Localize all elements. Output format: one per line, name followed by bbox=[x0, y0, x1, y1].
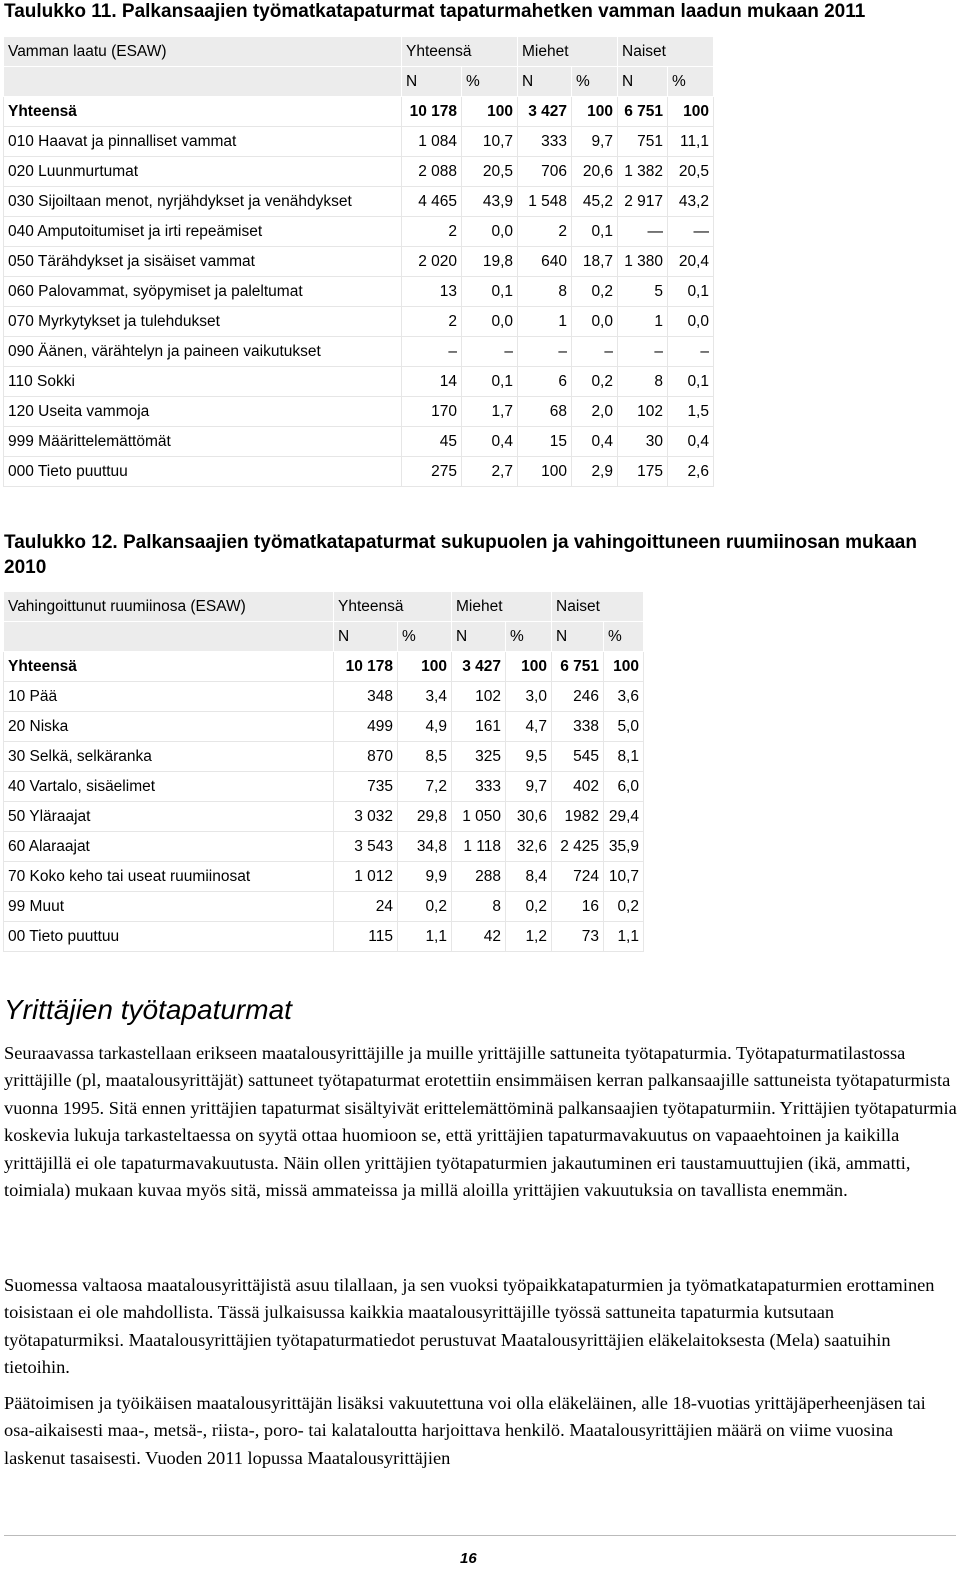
footer-divider bbox=[4, 1535, 956, 1536]
table-cell: 1,7 bbox=[462, 397, 518, 427]
table-cell: – bbox=[618, 337, 668, 367]
column-header-label: Vamman laatu (ESAW) bbox=[4, 37, 402, 67]
table-cell: 3 427 bbox=[452, 652, 506, 682]
table-row bbox=[4, 892, 644, 922]
table-cell: 20,5 bbox=[462, 157, 518, 187]
table-cell: — bbox=[668, 217, 714, 247]
table-row bbox=[4, 862, 644, 892]
table-cell: 0,1 bbox=[668, 367, 714, 397]
table-cell: 6 bbox=[518, 367, 572, 397]
table-cell: 6,0 bbox=[604, 772, 644, 802]
row-label: 030 Sijoiltaan menot, nyrjähdykset ja venähdykset bbox=[4, 187, 402, 217]
table-cell: 43,2 bbox=[668, 187, 714, 217]
table-cell: 3,6 bbox=[604, 682, 644, 712]
table-row bbox=[4, 247, 714, 277]
table-row bbox=[4, 457, 714, 487]
row-label: 020 Luunmurtumat bbox=[4, 157, 402, 187]
table-cell: 45 bbox=[402, 427, 462, 457]
table-cell: 102 bbox=[618, 397, 668, 427]
table-cell: 2,7 bbox=[462, 457, 518, 487]
table-row bbox=[4, 742, 644, 772]
table-cell: 100 bbox=[604, 652, 644, 682]
table-cell: 2,9 bbox=[572, 457, 618, 487]
table-cell: 100 bbox=[398, 652, 452, 682]
table-cell: 8,5 bbox=[398, 742, 452, 772]
row-label: 50 Yläraajat bbox=[4, 802, 334, 832]
table-cell: 1 548 bbox=[518, 187, 572, 217]
table-header-sub bbox=[4, 67, 714, 97]
table-cell: 15 bbox=[518, 427, 572, 457]
table-cell: 16 bbox=[552, 892, 604, 922]
table-cell: 0,1 bbox=[668, 277, 714, 307]
table-cell: 1,1 bbox=[398, 922, 452, 952]
table-cell: 5 bbox=[618, 277, 668, 307]
table-row bbox=[4, 802, 644, 832]
table-cell: 2 088 bbox=[402, 157, 462, 187]
table-cell: 0,2 bbox=[572, 367, 618, 397]
table-cell: 175 bbox=[618, 457, 668, 487]
table-cell: 0,1 bbox=[462, 367, 518, 397]
table-cell: 8 bbox=[518, 277, 572, 307]
column-header-sub: N bbox=[402, 67, 462, 97]
table-cell: 0,2 bbox=[506, 892, 552, 922]
table-row bbox=[4, 772, 644, 802]
table-cell: 20,5 bbox=[668, 157, 714, 187]
table-cell: 0,0 bbox=[462, 307, 518, 337]
row-label: 010 Haavat ja pinnalliset vammat bbox=[4, 127, 402, 157]
table-cell: 9,7 bbox=[572, 127, 618, 157]
table-cell: 2 425 bbox=[552, 832, 604, 862]
table-cell: 7,2 bbox=[398, 772, 452, 802]
table-cell: 115 bbox=[334, 922, 398, 952]
row-label: 40 Vartalo, sisäelimet bbox=[4, 772, 334, 802]
table-cell: 3 032 bbox=[334, 802, 398, 832]
table-cell: 0,2 bbox=[398, 892, 452, 922]
row-label: 050 Tärähdykset ja sisäiset vammat bbox=[4, 247, 402, 277]
table-total-row bbox=[4, 97, 714, 127]
row-label: 110 Sokki bbox=[4, 367, 402, 397]
table-row bbox=[4, 367, 714, 397]
table-11 bbox=[3, 36, 714, 487]
table-cell: 1 382 bbox=[618, 157, 668, 187]
table-cell: 13 bbox=[402, 277, 462, 307]
column-header-sub: N bbox=[552, 622, 604, 652]
row-label: 040 Amputoitumiset ja irti repeämiset bbox=[4, 217, 402, 247]
table-cell: 1 012 bbox=[334, 862, 398, 892]
table-cell: 100 bbox=[506, 652, 552, 682]
column-header-group: Miehet bbox=[518, 37, 618, 67]
table-cell: 0,4 bbox=[668, 427, 714, 457]
table-cell: 1,1 bbox=[604, 922, 644, 952]
row-label: 060 Palovammat, syöpymiset ja paleltumat bbox=[4, 277, 402, 307]
body-paragraph: Seuraavassa tarkastellaan erikseen maatalousyrittäjille ja muille yrittäjille sattuneita työtapaturmia. Työtapaturmatilastossa yrittäjille (pl, maatalousyrittäjät) sattuneet työtapaturmat erotettiin ensimmäisen kerran palkansaajille sattuneista työtapaturmista vuonna 1995. Sitä ennen yrittäjien tapaturmat sisältyivät erittelemättöminä palkansaajien työtapaturmiin. Yrittäjien työtapaturmia koskevia lukuja tarkasteltaessa on syytä ottaa huomioon se, että yrittäjien tapaturmavakuutus on vapaaehtoinen ja kaikilla yrittäjillä ei ole tapaturmavakuutusta. Näin ollen yrittäjien työtapaturmien jakautuminen eri taustamuuttujien (ikä, ammatti, toimiala) mukaan kuvaa myös sitä, missä ammateissa ja millä aloilla yrittäjien vakuutuksia on tavallista enemmän. bbox=[4, 1043, 957, 1201]
row-label: 999 Määrittelemättömät bbox=[4, 427, 402, 457]
table-cell: 24 bbox=[334, 892, 398, 922]
table-cell: 1 bbox=[618, 307, 668, 337]
table-cell: 2 bbox=[402, 307, 462, 337]
body-paragraph: Päätoimisen ja työikäisen maatalousyrittäjän lisäksi vakuutettuna voi olla eläkeläinen, alle 18-vuotias yrittäjäperheenjäsen tai osa-aikaisesti maa-, metsä-, riista-, poro- tai kalataloutta harjoittava henkilö. Maatalousyrittäjien määrä on viime vuosina laskenut tasaisesti. Vuoden 2011 lopussa Maatalousyrittäjien bbox=[4, 1393, 926, 1468]
table-cell: 6 751 bbox=[618, 97, 668, 127]
column-header-sub: N bbox=[518, 67, 572, 97]
table-cell: 0,2 bbox=[604, 892, 644, 922]
table-cell: 870 bbox=[334, 742, 398, 772]
table-row bbox=[4, 427, 714, 457]
column-header-sub: % bbox=[668, 67, 714, 97]
table-cell: 1,5 bbox=[668, 397, 714, 427]
table-cell: – bbox=[402, 337, 462, 367]
table-row bbox=[4, 922, 644, 952]
table-row bbox=[4, 217, 714, 247]
table-cell: — bbox=[618, 217, 668, 247]
table-cell: 34,8 bbox=[398, 832, 452, 862]
table-cell: 0,0 bbox=[668, 307, 714, 337]
column-header-sub: % bbox=[604, 622, 644, 652]
table-cell: 545 bbox=[552, 742, 604, 772]
table-row bbox=[4, 712, 644, 742]
table-cell: 100 bbox=[668, 97, 714, 127]
table-cell: 20,4 bbox=[668, 247, 714, 277]
table-cell: 348 bbox=[334, 682, 398, 712]
column-header-group: Naiset bbox=[618, 37, 714, 67]
table-11-title: Taulukko 11. Palkansaajien työmatkatapaturmat tapaturmahetken vamman laadun mukaan 2011 bbox=[4, 1, 866, 22]
table-cell: – bbox=[572, 337, 618, 367]
table-12 bbox=[3, 591, 644, 952]
table-row bbox=[4, 127, 714, 157]
table-cell: 161 bbox=[452, 712, 506, 742]
table-cell: 29,8 bbox=[398, 802, 452, 832]
table-cell: 18,7 bbox=[572, 247, 618, 277]
table-cell: 4 465 bbox=[402, 187, 462, 217]
table-cell: 1982 bbox=[552, 802, 604, 832]
table-cell: 100 bbox=[462, 97, 518, 127]
column-header-group: Yhteensä bbox=[334, 592, 452, 622]
table-row bbox=[4, 682, 644, 712]
table-cell: 9,5 bbox=[506, 742, 552, 772]
table-cell: 706 bbox=[518, 157, 572, 187]
table-cell: 42 bbox=[452, 922, 506, 952]
table-cell: 0,4 bbox=[572, 427, 618, 457]
table-cell: 333 bbox=[518, 127, 572, 157]
column-header-sub: % bbox=[398, 622, 452, 652]
table-cell: 724 bbox=[552, 862, 604, 892]
row-label: 20 Niska bbox=[4, 712, 334, 742]
column-header-sub: N bbox=[334, 622, 398, 652]
section-heading: Yrittäjien työtapaturmat bbox=[4, 994, 292, 1025]
column-header-sub: % bbox=[572, 67, 618, 97]
table-header-groups bbox=[4, 37, 714, 67]
table-row bbox=[4, 157, 714, 187]
table-cell: 30 bbox=[618, 427, 668, 457]
table-cell: 35,9 bbox=[604, 832, 644, 862]
table-total-row bbox=[4, 652, 644, 682]
row-label: 00 Tieto puuttuu bbox=[4, 922, 334, 952]
table-cell: 1,2 bbox=[506, 922, 552, 952]
table-cell: 10 178 bbox=[402, 97, 462, 127]
table-12-title: Taulukko 12. Palkansaajien työmatkatapaturmat sukupuolen ja vahingoittuneen ruumiinosan mukaan 2010 bbox=[4, 532, 917, 578]
table-cell: 170 bbox=[402, 397, 462, 427]
body-paragraph: Suomessa valtaosa maatalousyrittäjistä asuu tilallaan, ja sen vuoksi työpaikkatapaturmien ja työmatkatapaturmien erottaminen toisistaan ei ole mahdollista. Tässä julkaisussa kaikkia maatalousyrittäjille työssä sattuneita tapaturmia kutsutaan työtapaturmiksi. Maatalousyrittäjien työtapaturmatiedot perustuvat Maatalousyrittäjien eläkelaitoksesta (Mela) saatuihin tietoihin. bbox=[4, 1275, 935, 1378]
table-cell: 246 bbox=[552, 682, 604, 712]
row-label: 99 Muut bbox=[4, 892, 334, 922]
table-cell: 2,0 bbox=[572, 397, 618, 427]
table-cell: 0,4 bbox=[462, 427, 518, 457]
table-cell: – bbox=[462, 337, 518, 367]
table-cell: 73 bbox=[552, 922, 604, 952]
table-cell: 1 380 bbox=[618, 247, 668, 277]
table-row bbox=[4, 307, 714, 337]
table-cell: 2,6 bbox=[668, 457, 714, 487]
table-cell: 1 bbox=[518, 307, 572, 337]
table-cell: 9,9 bbox=[398, 862, 452, 892]
row-label: 10 Pää bbox=[4, 682, 334, 712]
table-cell: 402 bbox=[552, 772, 604, 802]
table-cell: 735 bbox=[334, 772, 398, 802]
column-header-sub: N bbox=[452, 622, 506, 652]
table-cell: 2 917 bbox=[618, 187, 668, 217]
page-number: 16 bbox=[460, 1550, 477, 1567]
table-cell: 3 543 bbox=[334, 832, 398, 862]
table-row bbox=[4, 397, 714, 427]
table-cell: 9,7 bbox=[506, 772, 552, 802]
table-cell: 4,9 bbox=[398, 712, 452, 742]
row-label: 70 Koko keho tai useat ruumiinosat bbox=[4, 862, 334, 892]
table-cell: 102 bbox=[452, 682, 506, 712]
table-row bbox=[4, 832, 644, 862]
table-cell: 14 bbox=[402, 367, 462, 397]
table-cell: 100 bbox=[572, 97, 618, 127]
table-row bbox=[4, 277, 714, 307]
table-cell: 0,1 bbox=[572, 217, 618, 247]
table-cell: 3,4 bbox=[398, 682, 452, 712]
table-cell: 10,7 bbox=[604, 862, 644, 892]
row-label: Yhteensä bbox=[4, 652, 334, 682]
column-header-sub: N bbox=[618, 67, 668, 97]
table-cell: 640 bbox=[518, 247, 572, 277]
column-header-group: Miehet bbox=[452, 592, 552, 622]
table-cell: 1 084 bbox=[402, 127, 462, 157]
table-cell: 0,0 bbox=[462, 217, 518, 247]
row-label: 60 Alaraajat bbox=[4, 832, 334, 862]
row-label: 090 Äänen, värähtelyn ja paineen vaikutukset bbox=[4, 337, 402, 367]
column-header-blank bbox=[4, 67, 402, 97]
column-header-blank bbox=[4, 622, 334, 652]
row-label: 30 Selkä, selkäranka bbox=[4, 742, 334, 772]
table-cell: 288 bbox=[452, 862, 506, 892]
table-cell: – bbox=[668, 337, 714, 367]
row-label: 120 Useita vammoja bbox=[4, 397, 402, 427]
table-cell: 0,1 bbox=[462, 277, 518, 307]
table-cell: 275 bbox=[402, 457, 462, 487]
table-header-groups bbox=[4, 592, 644, 622]
table-cell: 0,2 bbox=[572, 277, 618, 307]
table-cell: 325 bbox=[452, 742, 506, 772]
table-cell: 1 050 bbox=[452, 802, 506, 832]
column-header-group: Naiset bbox=[552, 592, 644, 622]
table-cell: 29,4 bbox=[604, 802, 644, 832]
column-header-label: Vahingoittunut ruumiinosa (ESAW) bbox=[4, 592, 334, 622]
row-label: 000 Tieto puuttuu bbox=[4, 457, 402, 487]
table-cell: 8,4 bbox=[506, 862, 552, 892]
table-header-sub bbox=[4, 622, 644, 652]
table-cell: 8 bbox=[452, 892, 506, 922]
column-header-sub: % bbox=[506, 622, 552, 652]
table-cell: 6 751 bbox=[552, 652, 604, 682]
table-cell: 3,0 bbox=[506, 682, 552, 712]
table-cell: 2 bbox=[402, 217, 462, 247]
table-cell: 333 bbox=[452, 772, 506, 802]
table-cell: 45,2 bbox=[572, 187, 618, 217]
table-cell: 43,9 bbox=[462, 187, 518, 217]
table-row bbox=[4, 187, 714, 217]
table-cell: 30,6 bbox=[506, 802, 552, 832]
column-header-sub: % bbox=[462, 67, 518, 97]
table-cell: 11,1 bbox=[668, 127, 714, 157]
table-cell: – bbox=[518, 337, 572, 367]
table-cell: 2 bbox=[518, 217, 572, 247]
table-cell: 0,0 bbox=[572, 307, 618, 337]
table-cell: 10 178 bbox=[334, 652, 398, 682]
table-cell: 499 bbox=[334, 712, 398, 742]
table-cell: 68 bbox=[518, 397, 572, 427]
table-cell: 32,6 bbox=[506, 832, 552, 862]
table-cell: 8 bbox=[618, 367, 668, 397]
row-label: Yhteensä bbox=[4, 97, 402, 127]
table-cell: 3 427 bbox=[518, 97, 572, 127]
table-row bbox=[4, 337, 714, 367]
table-cell: 2 020 bbox=[402, 247, 462, 277]
table-cell: 8,1 bbox=[604, 742, 644, 772]
table-cell: 5,0 bbox=[604, 712, 644, 742]
table-cell: 751 bbox=[618, 127, 668, 157]
row-label: 070 Myrkytykset ja tulehdukset bbox=[4, 307, 402, 337]
table-cell: 1 118 bbox=[452, 832, 506, 862]
table-cell: 10,7 bbox=[462, 127, 518, 157]
table-cell: 19,8 bbox=[462, 247, 518, 277]
table-cell: 20,6 bbox=[572, 157, 618, 187]
table-cell: 338 bbox=[552, 712, 604, 742]
column-header-group: Yhteensä bbox=[402, 37, 518, 67]
table-cell: 4,7 bbox=[506, 712, 552, 742]
table-cell: 100 bbox=[518, 457, 572, 487]
